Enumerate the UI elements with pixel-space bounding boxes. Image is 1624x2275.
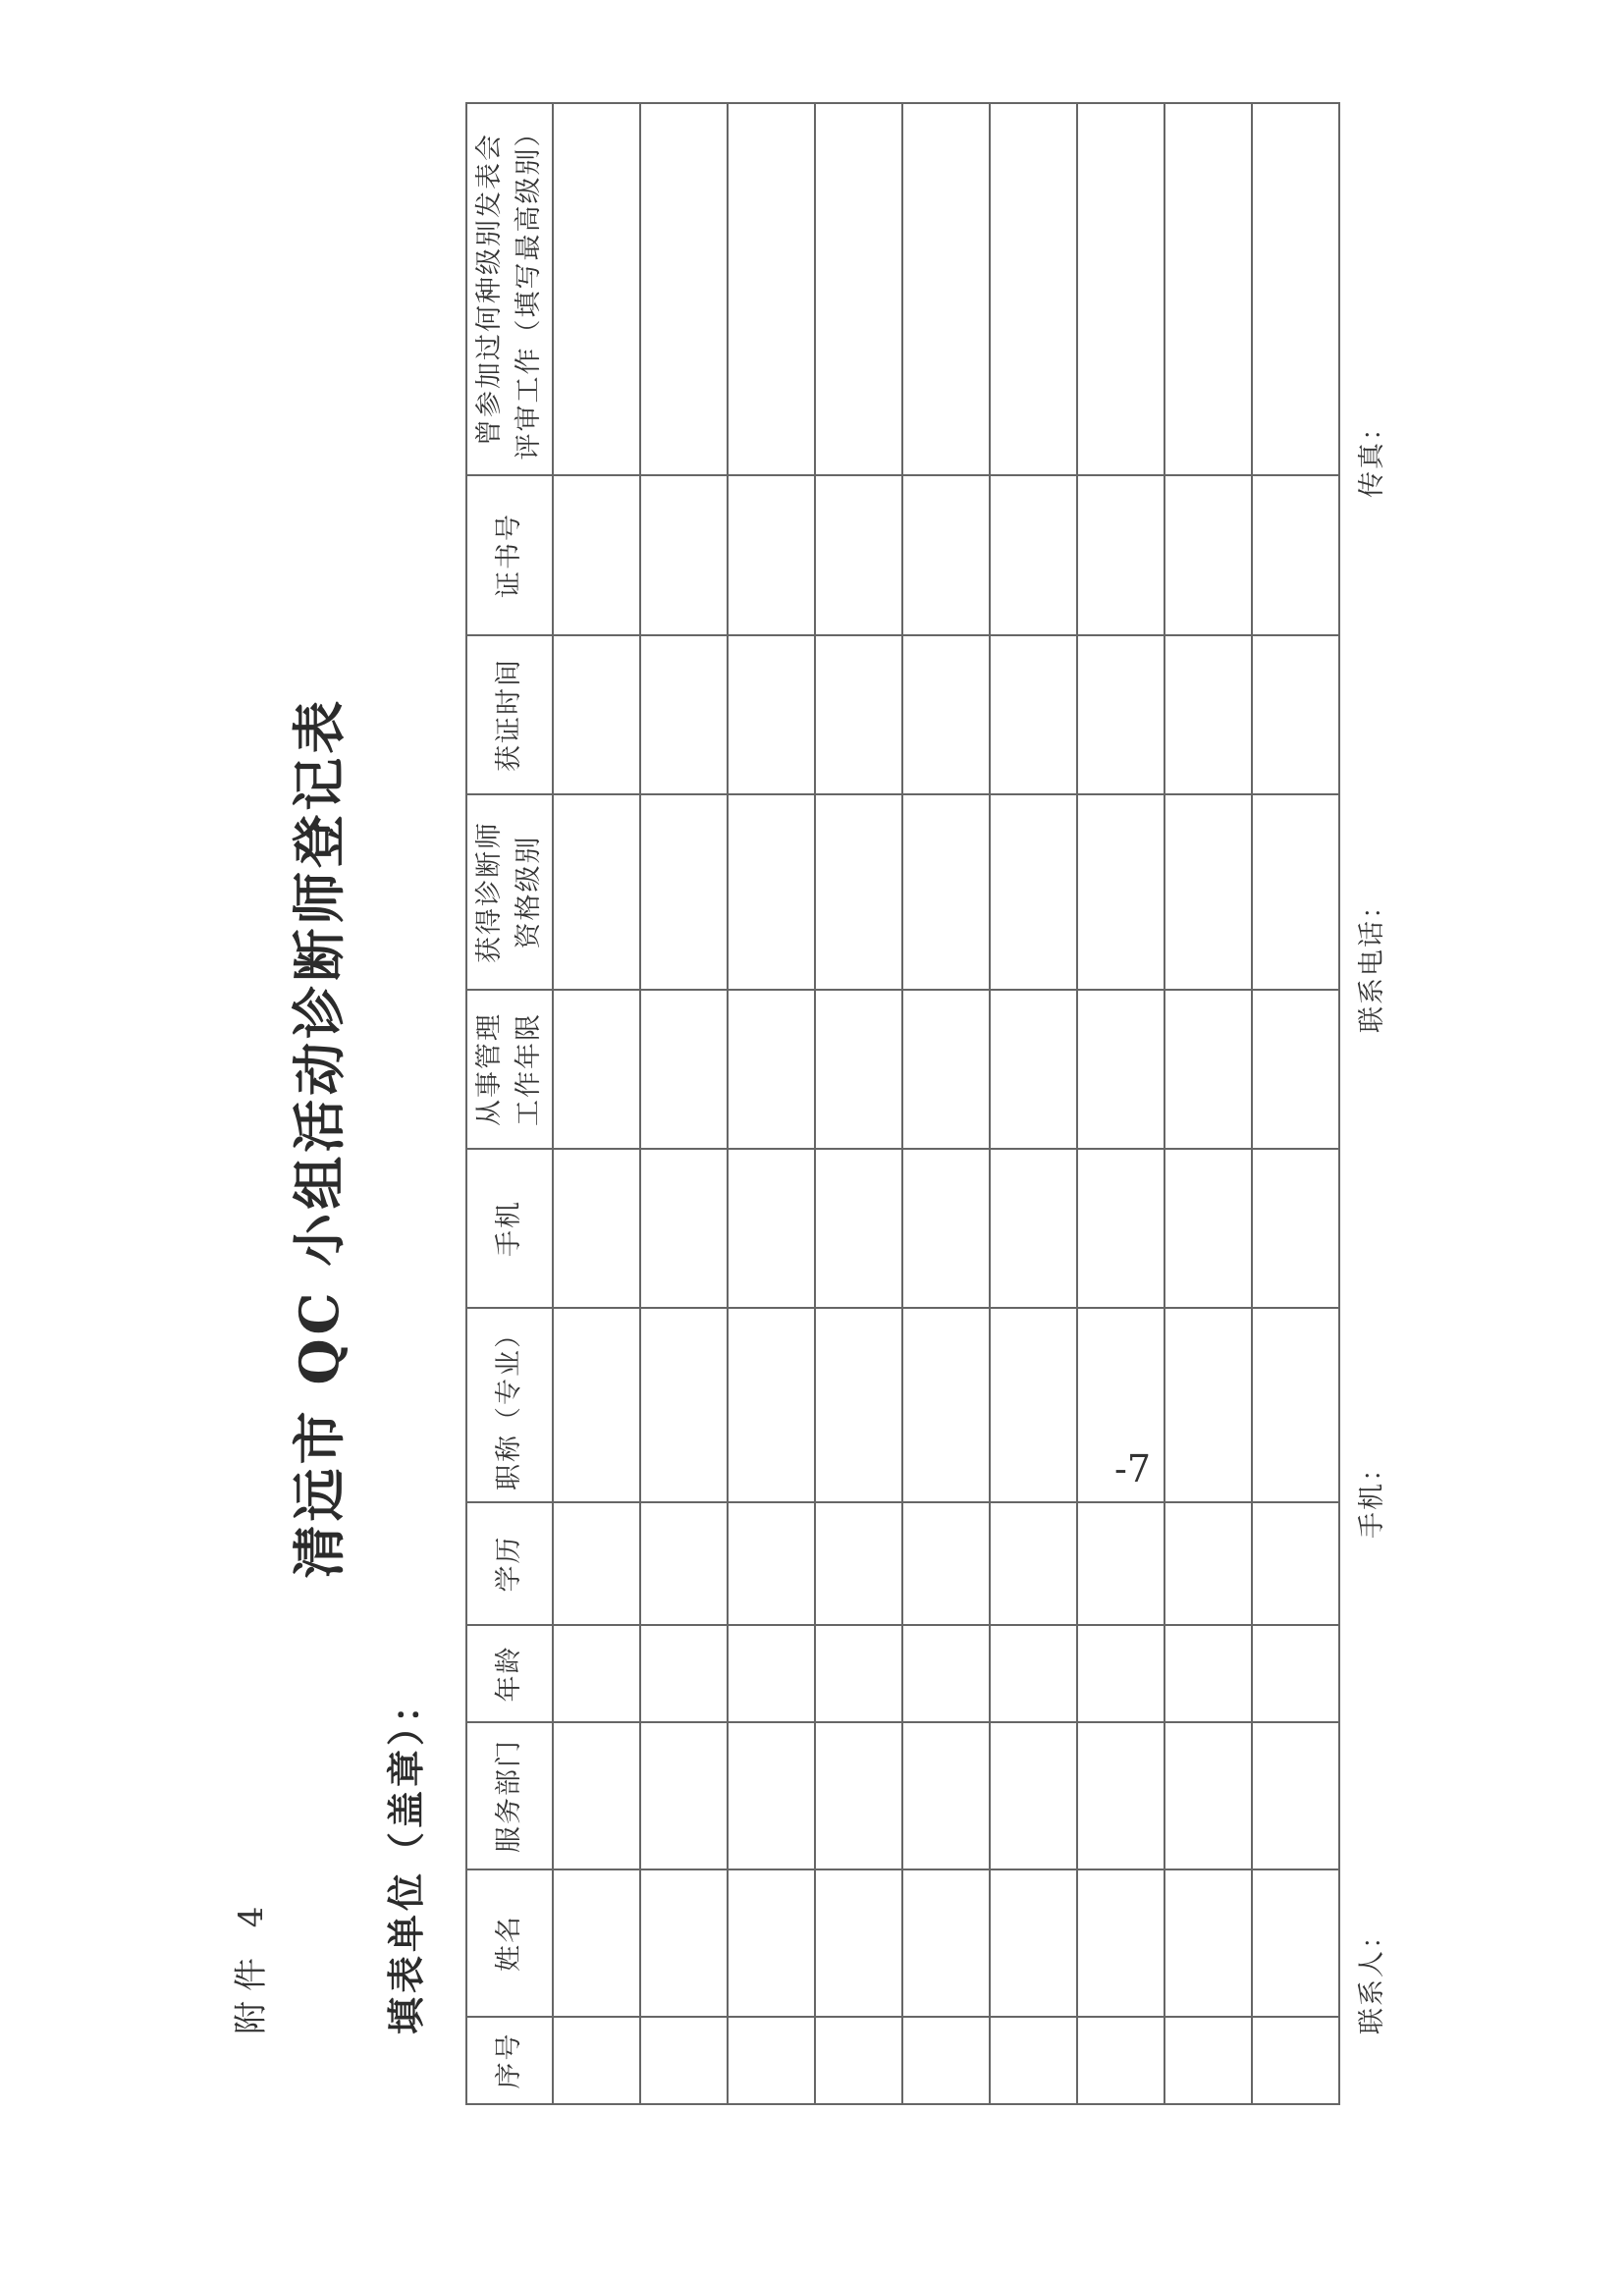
- table-cell: [1164, 1149, 1252, 1308]
- col-header-department: 服务部门: [466, 1722, 553, 1869]
- fill-unit-label: 填表单位（盖章）：: [384, 1681, 428, 2034]
- table-cell: [553, 1149, 640, 1308]
- col-header-review-experience: 曾参加过何种级别发表会 评审工作（填写最高级别）: [466, 103, 553, 475]
- table-cell: [728, 1722, 815, 1869]
- col-header-education: 学历: [466, 1502, 553, 1625]
- col-header-name: 姓名: [466, 1869, 553, 2017]
- table-cell: [902, 990, 990, 1149]
- table-row: [1077, 103, 1164, 2104]
- page-number: -7: [1114, 1447, 1152, 1490]
- table-cell: [640, 1502, 728, 1625]
- table-cell: [990, 1625, 1077, 1722]
- contact-person-label: 联系人：: [1357, 1921, 1387, 2034]
- table-cell: [640, 1722, 728, 1869]
- table-cell: [553, 1502, 640, 1625]
- table-row: [902, 103, 990, 2104]
- table-cell: [640, 103, 728, 475]
- table-cell: [640, 1149, 728, 1308]
- table-cell: [815, 1149, 902, 1308]
- table-header-row: [466, 103, 553, 2104]
- table-row: [1164, 103, 1252, 2104]
- table-cell: [1077, 2017, 1164, 2104]
- table-cell: [640, 635, 728, 794]
- table-cell: [1252, 1625, 1339, 1722]
- table-cell: [1077, 103, 1164, 475]
- table-cell: [1252, 2017, 1339, 2104]
- table-row: [815, 103, 902, 2104]
- table-cell: [728, 1625, 815, 1722]
- table-cell: [640, 990, 728, 1149]
- table-cell: [815, 103, 902, 475]
- table-cell: [902, 1149, 990, 1308]
- table-cell: [1164, 794, 1252, 990]
- table-cell: [1077, 1625, 1164, 1722]
- table-cell: [1252, 103, 1339, 475]
- table-cell: [990, 475, 1077, 635]
- table-cell: [1164, 635, 1252, 794]
- fax-label: 传真：: [1357, 412, 1387, 498]
- table-cell: [728, 1869, 815, 2017]
- table-cell: [1164, 1869, 1252, 2017]
- table-cell: [728, 1149, 815, 1308]
- table-cell: [728, 794, 815, 990]
- table-cell: [902, 794, 990, 990]
- table-cell: [553, 475, 640, 635]
- table-cell: [1252, 1502, 1339, 1625]
- table-cell: [990, 103, 1077, 475]
- table-row: [990, 103, 1077, 2104]
- registration-table: [465, 102, 1340, 2105]
- col-header-serial: 序号: [466, 2017, 553, 2104]
- table-cell: [1077, 1869, 1164, 2017]
- table-cell: [990, 1869, 1077, 2017]
- table-cell: [990, 1149, 1077, 1308]
- table-cell: [815, 475, 902, 635]
- table-cell: [728, 103, 815, 475]
- table-cell: [640, 1625, 728, 1722]
- table-cell: [728, 635, 815, 794]
- table-cell: [902, 1869, 990, 2017]
- table-row: [640, 103, 728, 2104]
- table-cell: [990, 1502, 1077, 1625]
- table-cell: [640, 2017, 728, 2104]
- table-cell: [728, 475, 815, 635]
- table-cell: [553, 1308, 640, 1502]
- table-cell: [990, 1722, 1077, 1869]
- table-cell: [553, 2017, 640, 2104]
- table-cell: [902, 1502, 990, 1625]
- table-cell: [902, 1625, 990, 1722]
- table-cell: [1252, 1869, 1339, 2017]
- col-header-certificate-number: 证书号: [466, 475, 553, 635]
- table-cell: [1164, 1502, 1252, 1625]
- table-cell: [553, 794, 640, 990]
- table-cell: [815, 635, 902, 794]
- table-cell: [815, 1502, 902, 1625]
- table-cell: [1252, 1722, 1339, 1869]
- table-cell: [815, 1308, 902, 1502]
- contact-phone-label: 联系电话：: [1357, 891, 1387, 1033]
- table-cell: [553, 1722, 640, 1869]
- table-row: [728, 103, 815, 2104]
- table-cell: [1077, 475, 1164, 635]
- col-header-title: 职称（专业）: [466, 1308, 553, 1502]
- table-cell: [640, 475, 728, 635]
- table-cell: [728, 990, 815, 1149]
- table-cell: [902, 635, 990, 794]
- table-cell: [902, 1308, 990, 1502]
- table-cell: [1077, 1502, 1164, 1625]
- table-cell: [728, 1502, 815, 1625]
- table-cell: [902, 103, 990, 475]
- col-header-age: 年龄: [466, 1625, 553, 1722]
- table-cell: [728, 2017, 815, 2104]
- table-cell: [728, 1308, 815, 1502]
- mobile-label: 手机：: [1357, 1453, 1387, 1539]
- table-cell: [1164, 2017, 1252, 2104]
- table-cell: [553, 1869, 640, 2017]
- table-cell: [1077, 1149, 1164, 1308]
- table-cell: [1164, 1308, 1252, 1502]
- attachment-label: 附件 4: [232, 1896, 271, 2034]
- table-cell: [553, 990, 640, 1149]
- table-cell: [640, 1308, 728, 1502]
- col-header-management-years: 从事管理 工作年限: [466, 990, 553, 1149]
- table-cell: [815, 2017, 902, 2104]
- table-cell: [1164, 1722, 1252, 1869]
- table-row: [1252, 103, 1339, 2104]
- table-cell: [815, 794, 902, 990]
- table-cell: [815, 1722, 902, 1869]
- table-cell: [1077, 1722, 1164, 1869]
- table-cell: [815, 990, 902, 1149]
- col-header-diagnostician-level: 获得诊断师 资格级别: [466, 794, 553, 990]
- table-cell: [1164, 103, 1252, 475]
- table-cell: [1164, 1625, 1252, 1722]
- page-title: 清远市 QC 小组活动诊断师登记表: [288, 696, 351, 1579]
- table-cell: [902, 1722, 990, 1869]
- table-cell: [1077, 794, 1164, 990]
- table-cell: [640, 794, 728, 990]
- table-cell: [815, 1625, 902, 1722]
- table-cell: [1252, 1308, 1339, 1502]
- table-cell: [990, 2017, 1077, 2104]
- table-row: [553, 103, 640, 2104]
- table-cell: [1164, 475, 1252, 635]
- table-cell: [990, 794, 1077, 990]
- table-cell: [902, 2017, 990, 2104]
- table-cell: [553, 635, 640, 794]
- table-cell: [553, 1625, 640, 1722]
- col-header-mobile: 手机: [466, 1149, 553, 1308]
- table-cell: [1252, 635, 1339, 794]
- table-cell: [1077, 635, 1164, 794]
- col-header-certificate-date: 获证时间: [466, 635, 553, 794]
- table-cell: [1252, 990, 1339, 1149]
- table-cell: [1252, 1149, 1339, 1308]
- table-cell: [990, 1308, 1077, 1502]
- table-cell: [902, 475, 990, 635]
- table-cell: [1252, 475, 1339, 635]
- table-cell: [990, 990, 1077, 1149]
- table-cell: [1164, 990, 1252, 1149]
- table-cell: [1077, 990, 1164, 1149]
- table-cell: [990, 635, 1077, 794]
- table-cell: [815, 1869, 902, 2017]
- table-cell: [1252, 794, 1339, 990]
- table-cell: [640, 1869, 728, 2017]
- table-cell: [553, 103, 640, 475]
